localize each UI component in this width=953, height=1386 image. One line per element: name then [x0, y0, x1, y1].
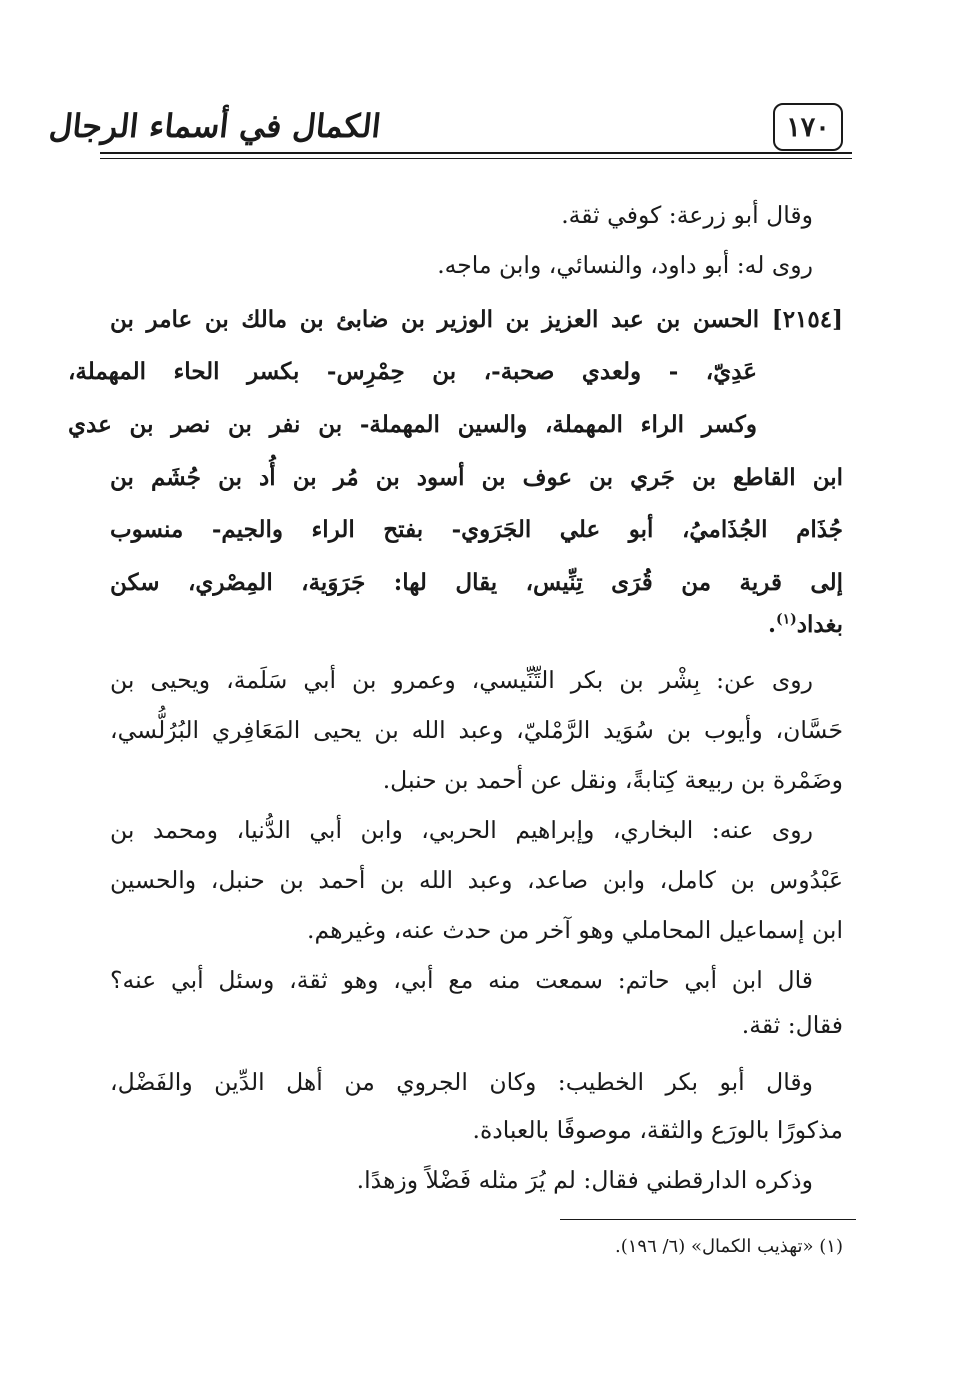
entry-heading-line-2: عَدِيّ، - ولعدي صحبة-، بن حِمْرِس- بكسر الحاء المهملة، [68, 358, 757, 385]
abi-hatim-line-1: قال ابن أبي حاتم: سمعت منه مع أبي، وهو ثقة، وسئل أبي عنه؟ [110, 966, 813, 994]
footnote-rule [560, 1219, 856, 1220]
rawa-anhu-line-3: ابن إسماعيل المحاملي وهو آخر من حدث عنه، وغيرهم. [306, 916, 843, 944]
header-rule-thin [100, 158, 852, 159]
entry-heading-line-1: [٢١٥٤] الحسن بن عبد العزيز بن الوزير بن ضابئ بن مالك بن عامر بن [110, 306, 843, 333]
page-number: ١٧٠ [773, 103, 843, 151]
entry-heading-line-4: ابن القاطع بن جَري بن عوف بن أسود بن مُر بن أُد بن جُشَم بن [110, 464, 843, 491]
entry-heading-line-5: جُذَام الجُذَاميُ، أبو علي الجَرَوي- بفتح الراء والجيم- منسوب [110, 516, 843, 543]
running-title: الكمال في أسماء الرجال [47, 107, 383, 145]
footnote-ref: (١) [776, 611, 797, 628]
khatib-line-1: وقال أبو بكر الخطيب: وكان الجروي من أهل الدِّين والفَضْل، [110, 1068, 813, 1096]
rawa-an-line-1: روى عن: بِشْر بن بكر التِّنِّيسي، وعمرو بن أبي سَلَمة، ويحيى بن [110, 666, 813, 694]
rawa-an-line-3: وضَمْرة بن ربيعة كِتابةً، ونقل عن أحمد بن حنبل. [382, 766, 843, 794]
entry-heading-line-6: إلى قرية من قُرَى تِنِّيس، يقال لها: جَرَوَية، المِصْري، سكن [110, 569, 843, 596]
daraqutni-line: وذكره الدارقطني فقال: لم يُرَ مثله فَضْلاً وزهدًا. [356, 1166, 813, 1194]
footnote-1: (١) «تهذيب الكمال» (٦/ ١٩٦). [614, 1236, 843, 1257]
text-line-abu-zura: وقال أبو زرعة: كوفي ثقة. [561, 201, 813, 229]
entry-heading-period: . [768, 611, 777, 638]
header-rule [100, 152, 852, 154]
text-line-rawa-lahu: روى له: أبو داود، والنسائي، وابن ماجه. [437, 251, 813, 279]
entry-heading-end: بغداد [796, 611, 843, 638]
abi-hatim-line-2: فقال: ثقة. [741, 1011, 843, 1039]
rawa-anhu-line-2: عَبْدُوس بن كامل، وابن صاعد، وعبد الله بن أحمد بن حنبل، والحسين [110, 866, 843, 894]
entry-heading-line-7 [768, 605, 843, 645]
khatib-line-2: مذكورًا بالورَع والثقة، موصوفًا بالعبادة. [472, 1116, 843, 1144]
entry-heading-line-3: وكسر الراء المهملة، والسين المهملة- بن نفر بن نصر بن عدي [68, 411, 757, 438]
rawa-anhu-line-1: روى عنه: البخاري، وإبراهيم الحربي، وابن أبي الدُّنيا، ومحمد بن [110, 816, 813, 844]
rawa-an-line-2: حَسَّان، وأيوب بن سُوَيد الرَّمْليّ، وعبد الله بن يحيى المَعَافِري البُرُلُّسي، [110, 716, 843, 744]
